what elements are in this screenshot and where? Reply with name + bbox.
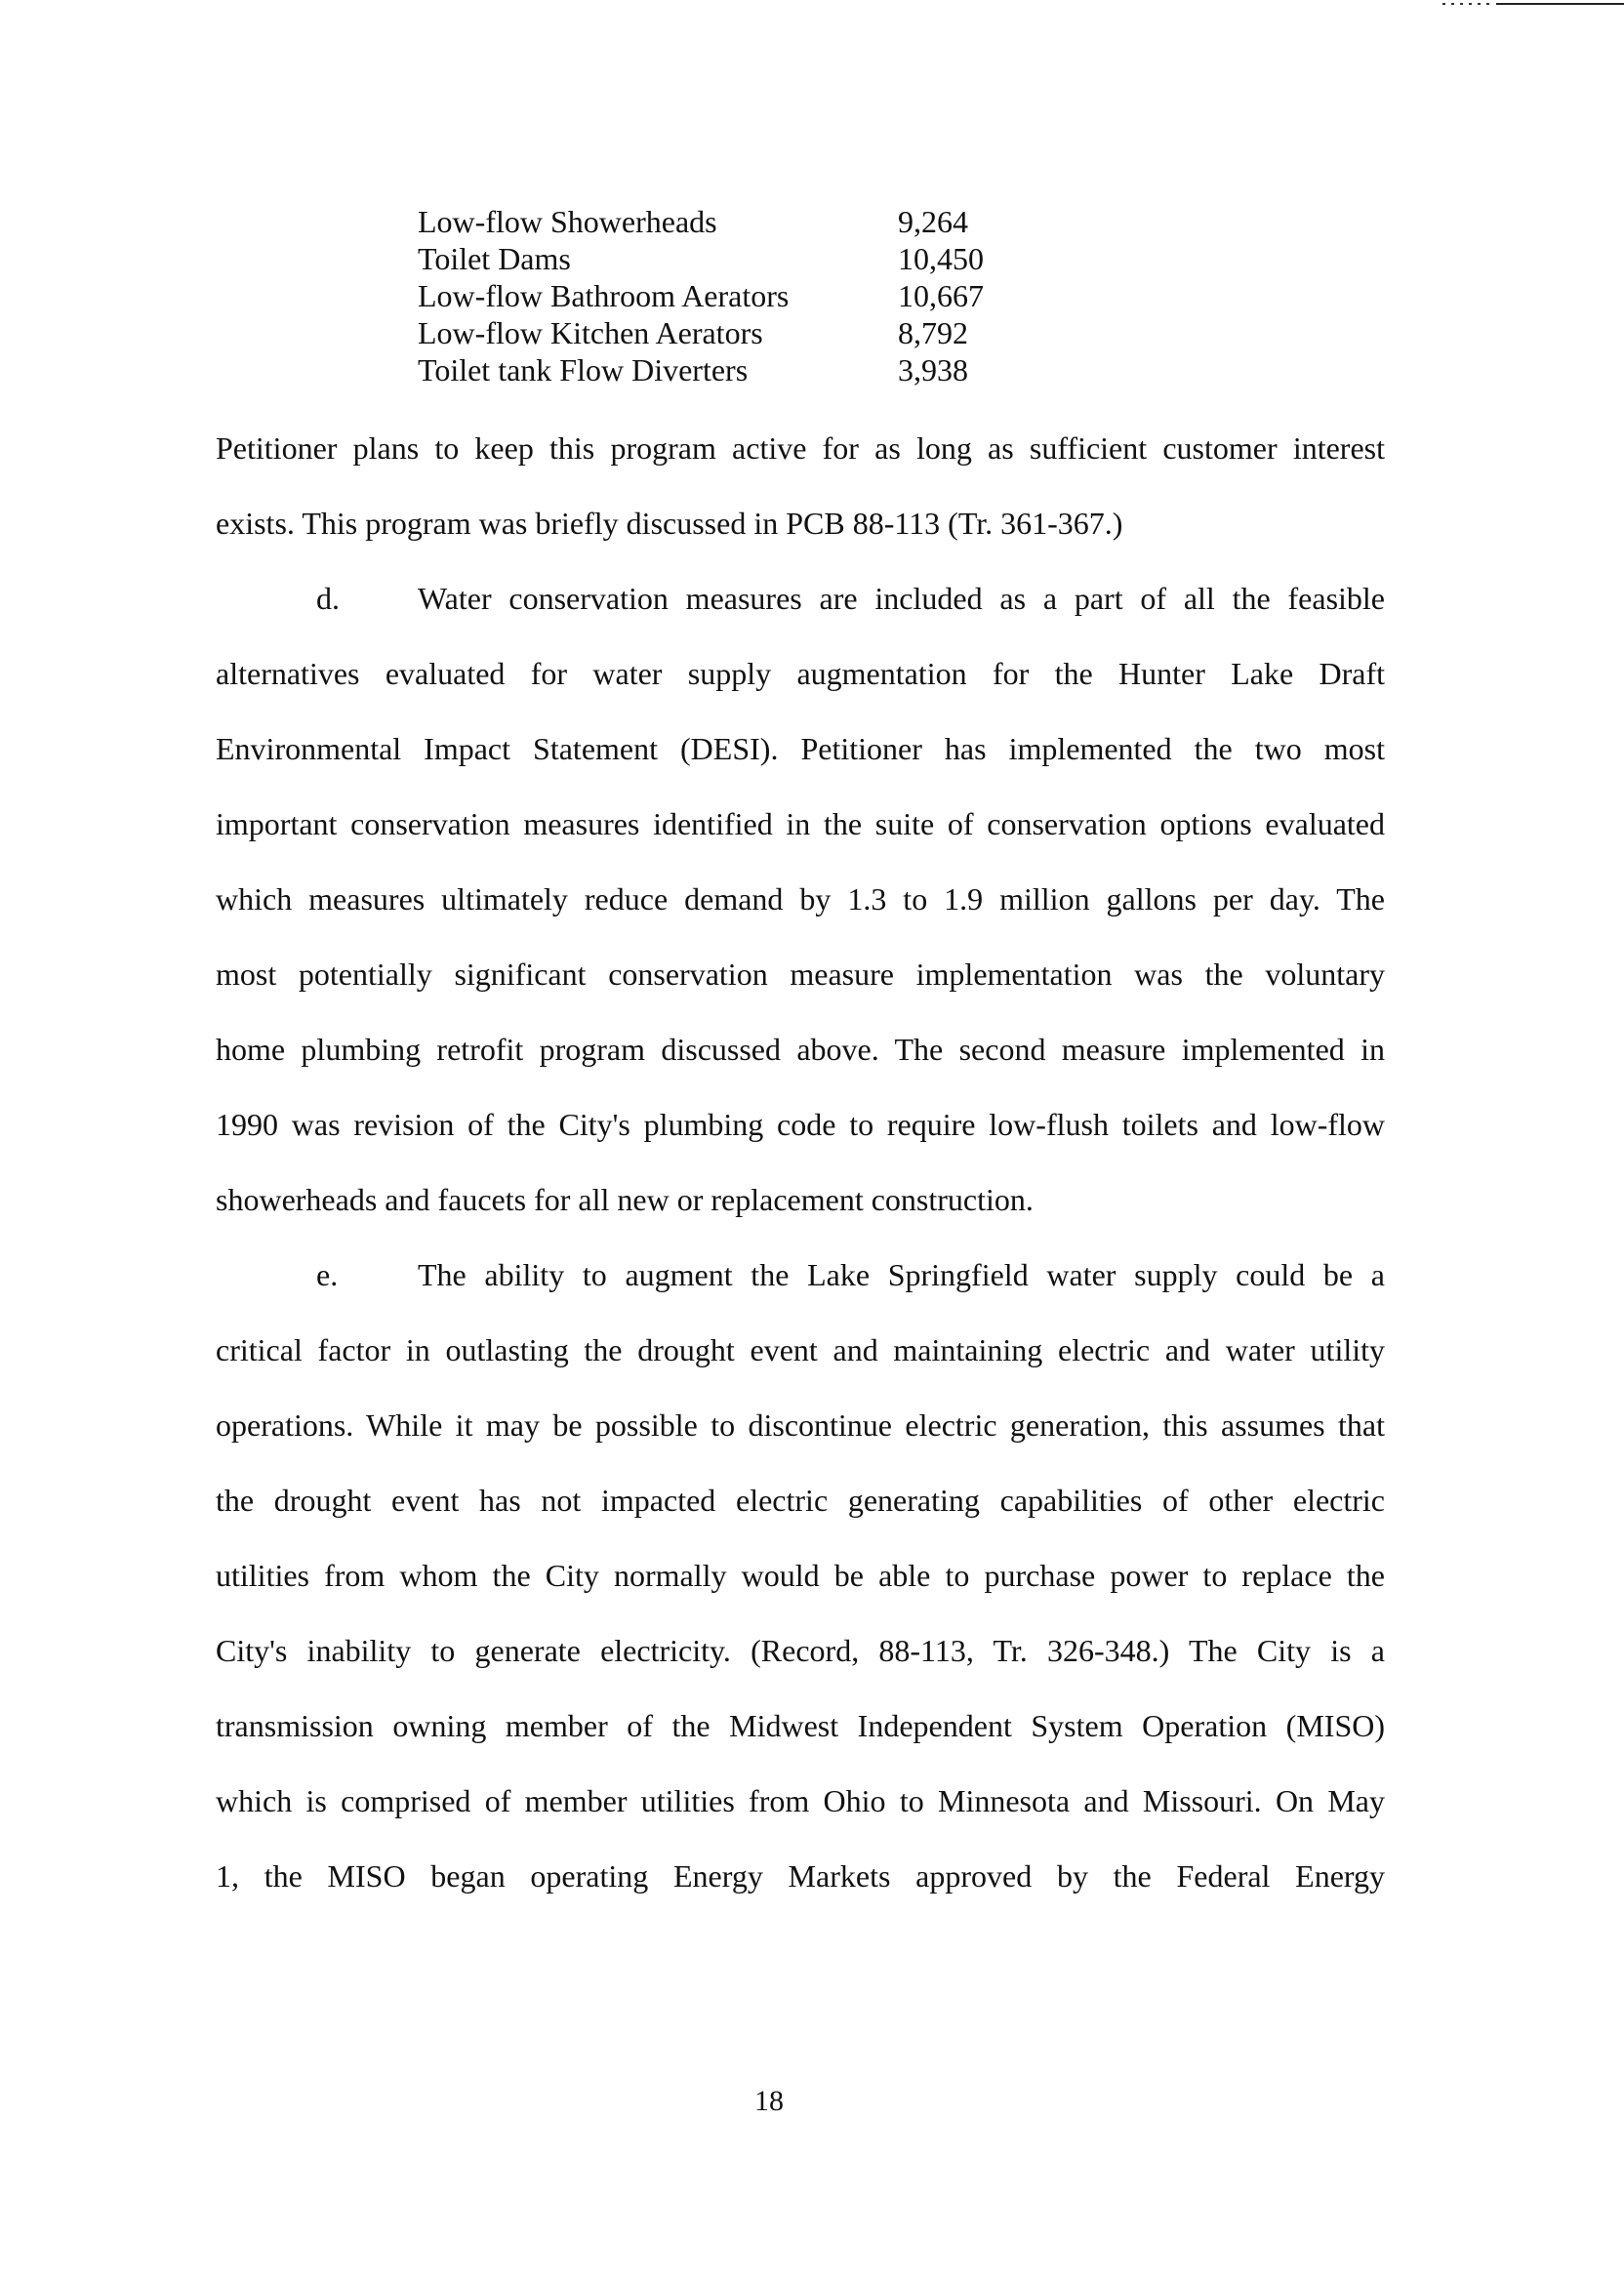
- table-row: [418, 277, 984, 314]
- paragraph-d: [216, 561, 1385, 1238]
- text-line: utilities from whom the City normally would be able to purchase power to replace the: [216, 1558, 1385, 1593]
- item-label: Toilet tank Flow Diverters: [418, 352, 749, 387]
- scan-artifact-dots: [1442, 3, 1494, 5]
- item-label: Low-flow Showerheads: [418, 204, 717, 239]
- paragraph-marker: e.: [316, 1257, 339, 1292]
- text-line: the drought event has not impacted electric generating capabilities of other electric: [216, 1483, 1385, 1518]
- body-text: [216, 411, 1385, 1914]
- scan-artifact-line: [1496, 3, 1624, 5]
- text-line: [216, 1238, 1385, 1313]
- text-line: most potentially significant conservation measure implementation was the voluntary: [216, 957, 1385, 992]
- item-label: Low-flow Bathroom Aerators: [418, 278, 790, 313]
- item-count: 10,450: [898, 241, 984, 276]
- text-line: [216, 561, 1385, 636]
- table-row: [418, 351, 984, 388]
- item-count: 3,938: [898, 352, 968, 387]
- item-label: Low-flow Kitchen Aerators: [418, 315, 763, 350]
- text-line: 1, the MISO began operating Energy Markets approved by the Federal Energy: [216, 1858, 1385, 1894]
- text-line: which measures ultimately reduce demand by 1.3 to 1.9 million gallons per day. The: [216, 881, 1385, 917]
- page-number: 18: [754, 2085, 784, 2117]
- text-line: Petitioner plans to keep this program active for as long as sufficient customer interest: [216, 430, 1385, 466]
- text-line: City's inability to generate electricity. (Record, 88-113, Tr. 326-348.) The City is a: [216, 1633, 1385, 1668]
- item-count: 10,667: [898, 278, 984, 313]
- text-line: operations. While it may be possible to discontinue electric generation, this assumes that: [216, 1407, 1385, 1443]
- text-line: home plumbing retrofit program discussed above. The second measure implemented in: [216, 1032, 1385, 1067]
- text-line-content: Water conservation measures are included as a part of all the feasible: [418, 581, 1385, 616]
- text-line: critical factor in outlasting the drought event and maintaining electric and water utility: [216, 1332, 1385, 1367]
- text-line-content: The ability to augment the Lake Springfield water supply could be a: [418, 1257, 1385, 1292]
- text-line: showerheads and faucets for all new or replacement construction.: [216, 1182, 1034, 1217]
- item-count: 8,792: [898, 315, 968, 350]
- paragraph-continuation: [216, 411, 1385, 561]
- text-line: exists. This program was briefly discussed in PCB 88-113 (Tr. 361-367.): [216, 506, 1123, 541]
- text-line: which is comprised of member utilities from Ohio to Minnesota and Missouri. On May: [216, 1783, 1385, 1818]
- text-line: important conservation measures identified in the suite of conservation options evaluated: [216, 806, 1385, 841]
- text-line: alternatives evaluated for water supply augmentation for the Hunter Lake Draft: [216, 656, 1385, 691]
- text-line: transmission owning member of the Midwest Independent System Operation (MISO): [216, 1708, 1385, 1743]
- paragraph-e: [216, 1238, 1385, 1914]
- table-row: [418, 240, 984, 277]
- item-count: 9,264: [898, 204, 968, 239]
- item-label: Toilet Dams: [418, 241, 571, 276]
- table-row: [418, 203, 984, 240]
- text-line: 1990 was revision of the City's plumbing code to require low-flush toilets and low-flow: [216, 1107, 1385, 1142]
- paragraph-marker: d.: [316, 581, 340, 616]
- table-row: [418, 314, 984, 351]
- retrofit-items-table: [418, 203, 984, 388]
- text-line: Environmental Impact Statement (DESI). Petitioner has implemented the two most: [216, 731, 1385, 766]
